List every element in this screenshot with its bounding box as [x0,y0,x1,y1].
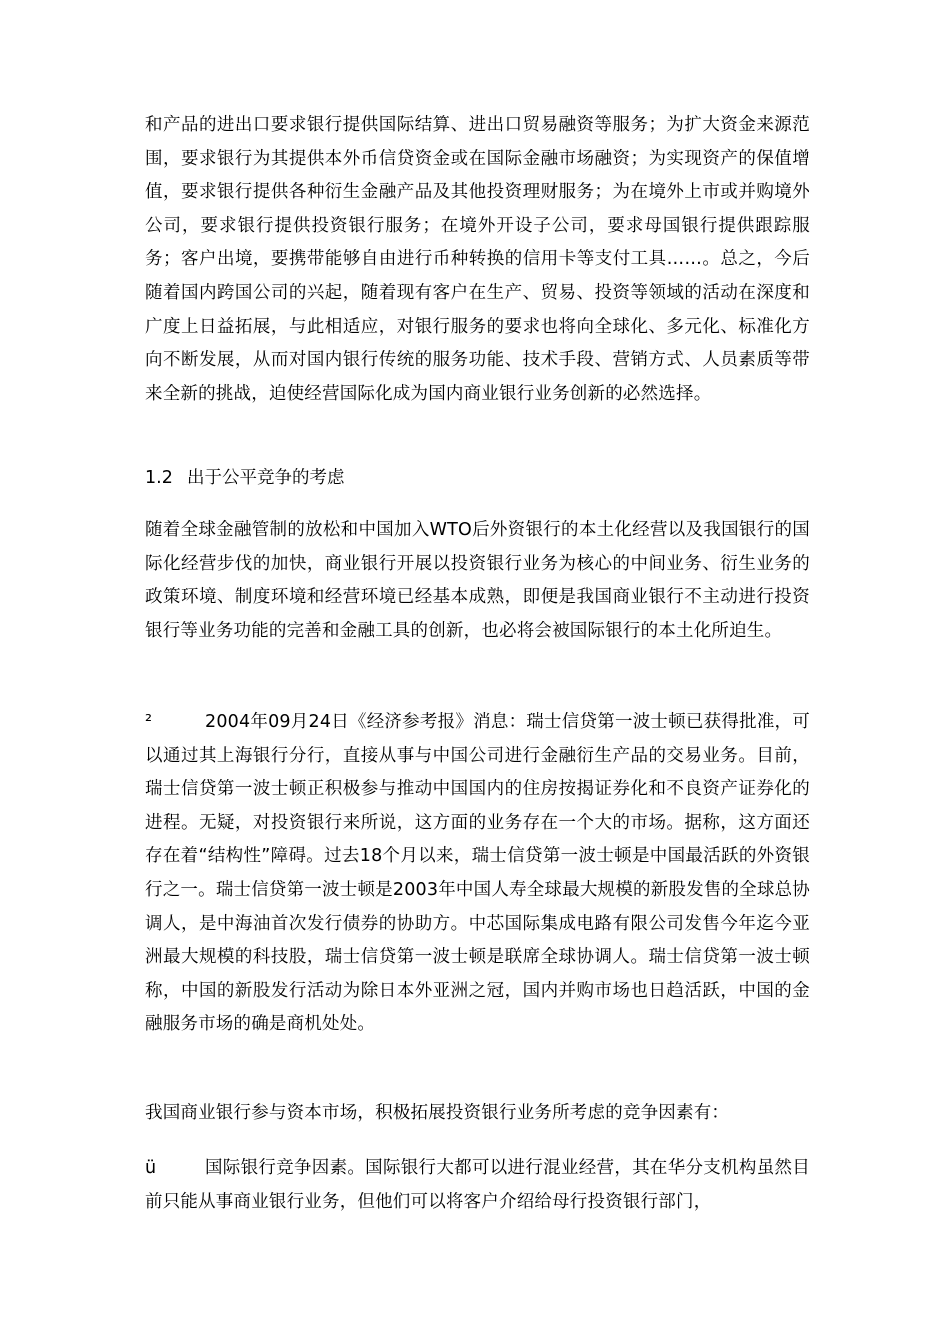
paragraph-2: 随着全球金融管制的放松和中国加入WTO后外资银行的本土化经营以及我国银行的国际化经营步伐的加快，商业银行开展以投资银行业务为核心的中间业务、衍生业务的政策环境、制度环境和经营环境已经基本成熟，即便是我国商业银行不主动进行投资银行等业务功能的完善和金融工具的创新，也必将会被国际银行的本土化所迫生。 [145,520,810,641]
footnote-marker: ² [145,712,153,732]
paragraph-1: 和产品的进出口要求银行提供国际结算、进出口贸易融资等服务；为扩大资金来源范围，要求银行为其提供本外币信贷资金或在国际金融市场融资；为实现资产的保值增值，要求银行提供各种衍生金融产品及其他投资理财服务；为在境外上市或并购境外公司，要求银行提供投资银行服务；在境外开设子公司，要求母国银行提供跟踪服务；客户出境，要携带能够自由进行币种转换的信用卡等支付工具……。总之，今后随着国内跨国公司的兴起，随着现有客户在生产、贸易、投资等领域的活动在深度和广度上日益拓展，与此相适应，对银行服务的要求也将向全球化、多元化、标准化方向不断发展，从而对国内银行传统的服务功能、技术手段、营销方式、人员素质等带来全新的挑战，迫使经营国际化成为国内商业银行业务创新的必然选择。 [145,115,810,404]
section-heading [145,466,345,490]
section-title: 出于公平竞争的考虑 [187,468,345,488]
section-number: 1.2 [145,468,173,488]
bullet-paragraph: 国际银行竞争因素。国际银行大都可以进行混业经营，其在华分支机构虽然目前只能从事商业银行业务，但他们可以将客户介绍给母行投资银行部门， [145,1158,810,1212]
footnote-paragraph: 2004年09月24日《经济参考报》消息：瑞士信贷第一波士顿已获得批准，可以通过其上海银行分行，直接从事与中国公司进行金融衍生产品的交易业务。目前，瑞士信贷第一波士顿正积极参与推动中国国内的住房按揭证券化和不良资产证券化的进程。无疑，对投资银行来所说，这方面的业务存在一个大的市场。据称，这方面还存在着“结构性”障碍。过去18个月以来，瑞士信贷第一波士顿是中国最活跃的外资银行之一。瑞士信贷第一波士顿是2003年中国人寿全球最大规模的新股发售的全球总协调人，是中海油首次发行债券的协助方。中芯国际集成电路有限公司发售今年迄今亚洲最大规模的科技股，瑞士信贷第一波士顿是联席全球协调人。瑞士信贷第一波士顿称，中国的新股发行活动为除日本外亚洲之冠，国内并购市场也日趋活跃，中国的金融服务市场的确是商机处处。 [145,712,810,1035]
bullet-check-icon: ü [145,1158,157,1178]
paragraph-3: 我国商业银行参与资本市场，积极拓展投资银行业务所考虑的竞争因素有： [145,1103,730,1123]
